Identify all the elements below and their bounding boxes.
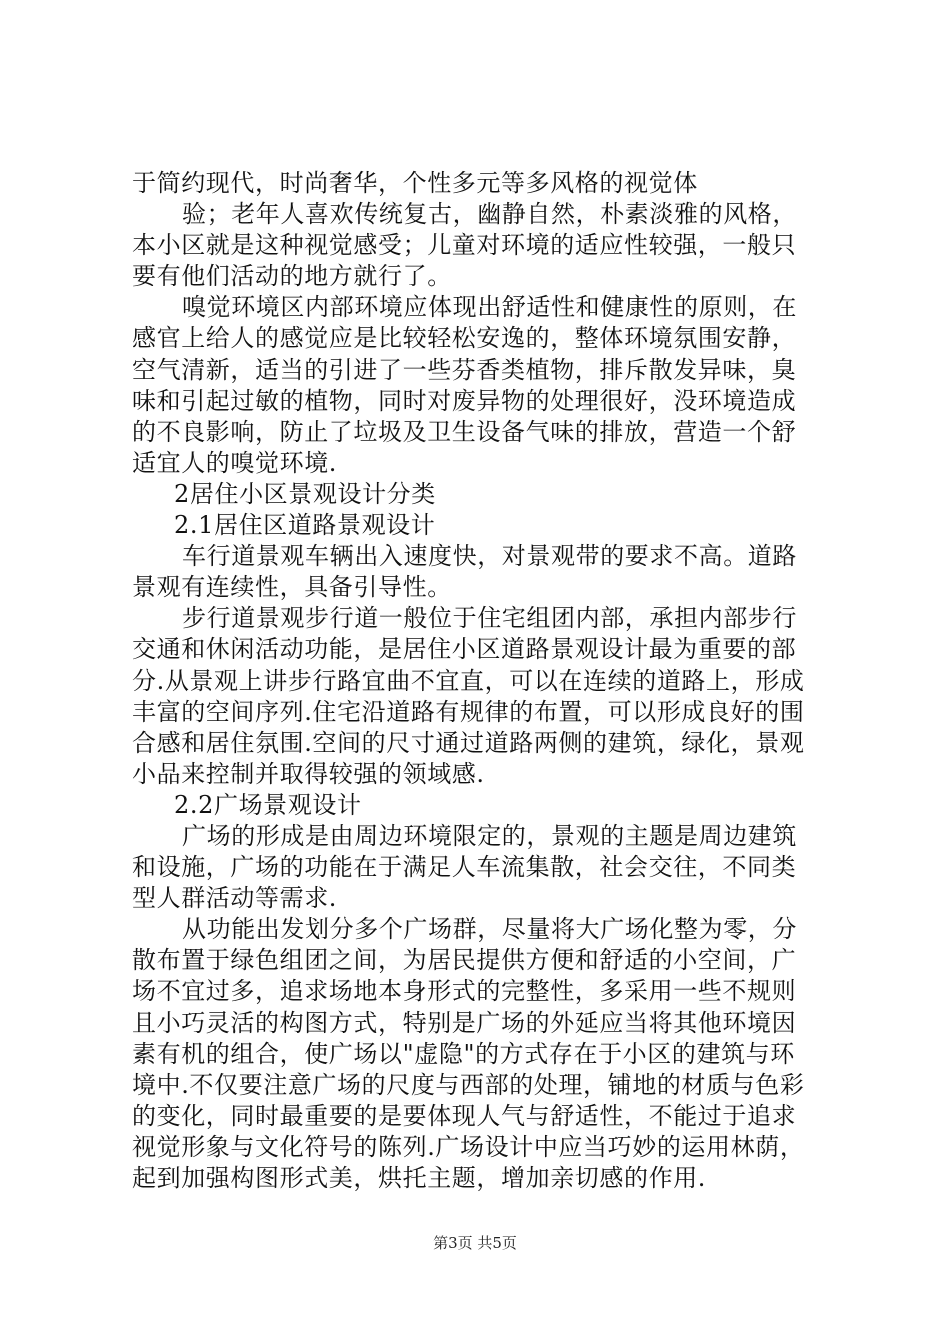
section-heading: 2.2广场景观设计 bbox=[174, 790, 362, 819]
paragraph-line: 从功能出发划分多个广场群，尽量将大广场化整为零，分 bbox=[182, 915, 797, 944]
paragraph-line: 验；老年人喜欢传统复古，幽静自然，朴素淡雅的风格， bbox=[182, 200, 797, 229]
paragraph-line: 分.从景观上讲步行路宜曲不宜直，可以在连续的道路上，形成 bbox=[132, 666, 805, 695]
paragraph-line: 且小巧灵活的构图方式，特别是广场的外延应当将其他环境因 bbox=[132, 1008, 797, 1037]
page-number: 第3页 共5页 bbox=[433, 1234, 517, 1252]
paragraph-line: 境中.不仅要注意广场的尺度与西部的处理，铺地的材质与色彩 bbox=[132, 1070, 805, 1099]
paragraph-line: 合感和居住氛围.空间的尺寸通过道路两侧的建筑，绿化，景观 bbox=[132, 728, 805, 757]
paragraph-line: 味和引起过敏的植物，同时对废异物的处理很好，没环境造成 bbox=[132, 386, 797, 415]
section-heading: 2.1居住区道路景观设计 bbox=[174, 511, 436, 540]
paragraph-line: 型人群活动等需求. bbox=[132, 884, 338, 913]
paragraph-line: 广场的形成是由周边环境限定的，景观的主题是周边建筑 bbox=[182, 821, 797, 850]
page-footer bbox=[0, 1232, 950, 1253]
paragraph-line: 步行道景观步行道一般位于住宅组团内部，承担内部步行 bbox=[182, 604, 797, 633]
paragraph-line: 感官上给人的感觉应是比较轻松安逸的，整体环境氛围安静， bbox=[132, 324, 797, 353]
paragraph-line: 小品来控制并取得较强的领域感. bbox=[132, 759, 485, 788]
paragraph-line: 要有他们活动的地方就行了。 bbox=[132, 262, 452, 291]
paragraph-line: 场不宜过多，追求场地本身形式的完整性，多采用一些不规则 bbox=[132, 977, 797, 1006]
paragraph-line: 嗅觉环境区内部环境应体现出舒适性和健康性的原则，在 bbox=[182, 293, 797, 322]
paragraph-line: 适宜人的嗅觉环境. bbox=[132, 448, 338, 477]
paragraph-line: 的变化，同时最重要的是要体现人气与舒适性，不能过于追求 bbox=[132, 1101, 797, 1130]
paragraph-line: 空气清新，适当的引进了一些芬香类植物，排斥散发异味，臭 bbox=[132, 355, 797, 384]
section-heading: 2居住小区景观设计分类 bbox=[174, 479, 436, 508]
paragraph-line: 和设施，广场的功能在于满足人车流集散，社会交往，不同类 bbox=[132, 853, 797, 882]
paragraph-line: 景观有连续性，具备引导性。 bbox=[132, 573, 452, 602]
paragraph-line: 素有机的组合，使广场以"虚隐"的方式存在于小区的建筑与环 bbox=[132, 1039, 795, 1068]
paragraph-line: 交通和休闲活动功能，是居住小区道路景观设计最为重要的部 bbox=[132, 635, 797, 664]
paragraph-line: 丰富的空间序列.住宅沿道路有规律的布置，可以形成良好的围 bbox=[132, 697, 805, 726]
paragraph-line: 于简约现代，时尚奢华，个性多元等多风格的视觉体 bbox=[132, 169, 698, 197]
paragraph-line: 车行道景观车辆出入速度快，对景观带的要求不高。道路 bbox=[182, 542, 797, 571]
paragraph-line: 的不良影响，防止了垃圾及卫生设备气味的排放，营造一个舒 bbox=[132, 417, 797, 446]
paragraph-line: 视觉形象与文化符号的陈列.广场设计中应当巧妙的运用林荫， bbox=[132, 1132, 805, 1161]
document-body bbox=[132, 168, 832, 1194]
paragraph-line: 本小区就是这种视觉感受；儿童对环境的适应性较强，一般只 bbox=[132, 231, 797, 260]
paragraph-line: 起到加强构图形式美，烘托主题，增加亲切感的作用. bbox=[132, 1164, 707, 1192]
paragraph-line: 散布置于绿色组团之间，为居民提供方便和舒适的小空间，广 bbox=[132, 946, 797, 975]
